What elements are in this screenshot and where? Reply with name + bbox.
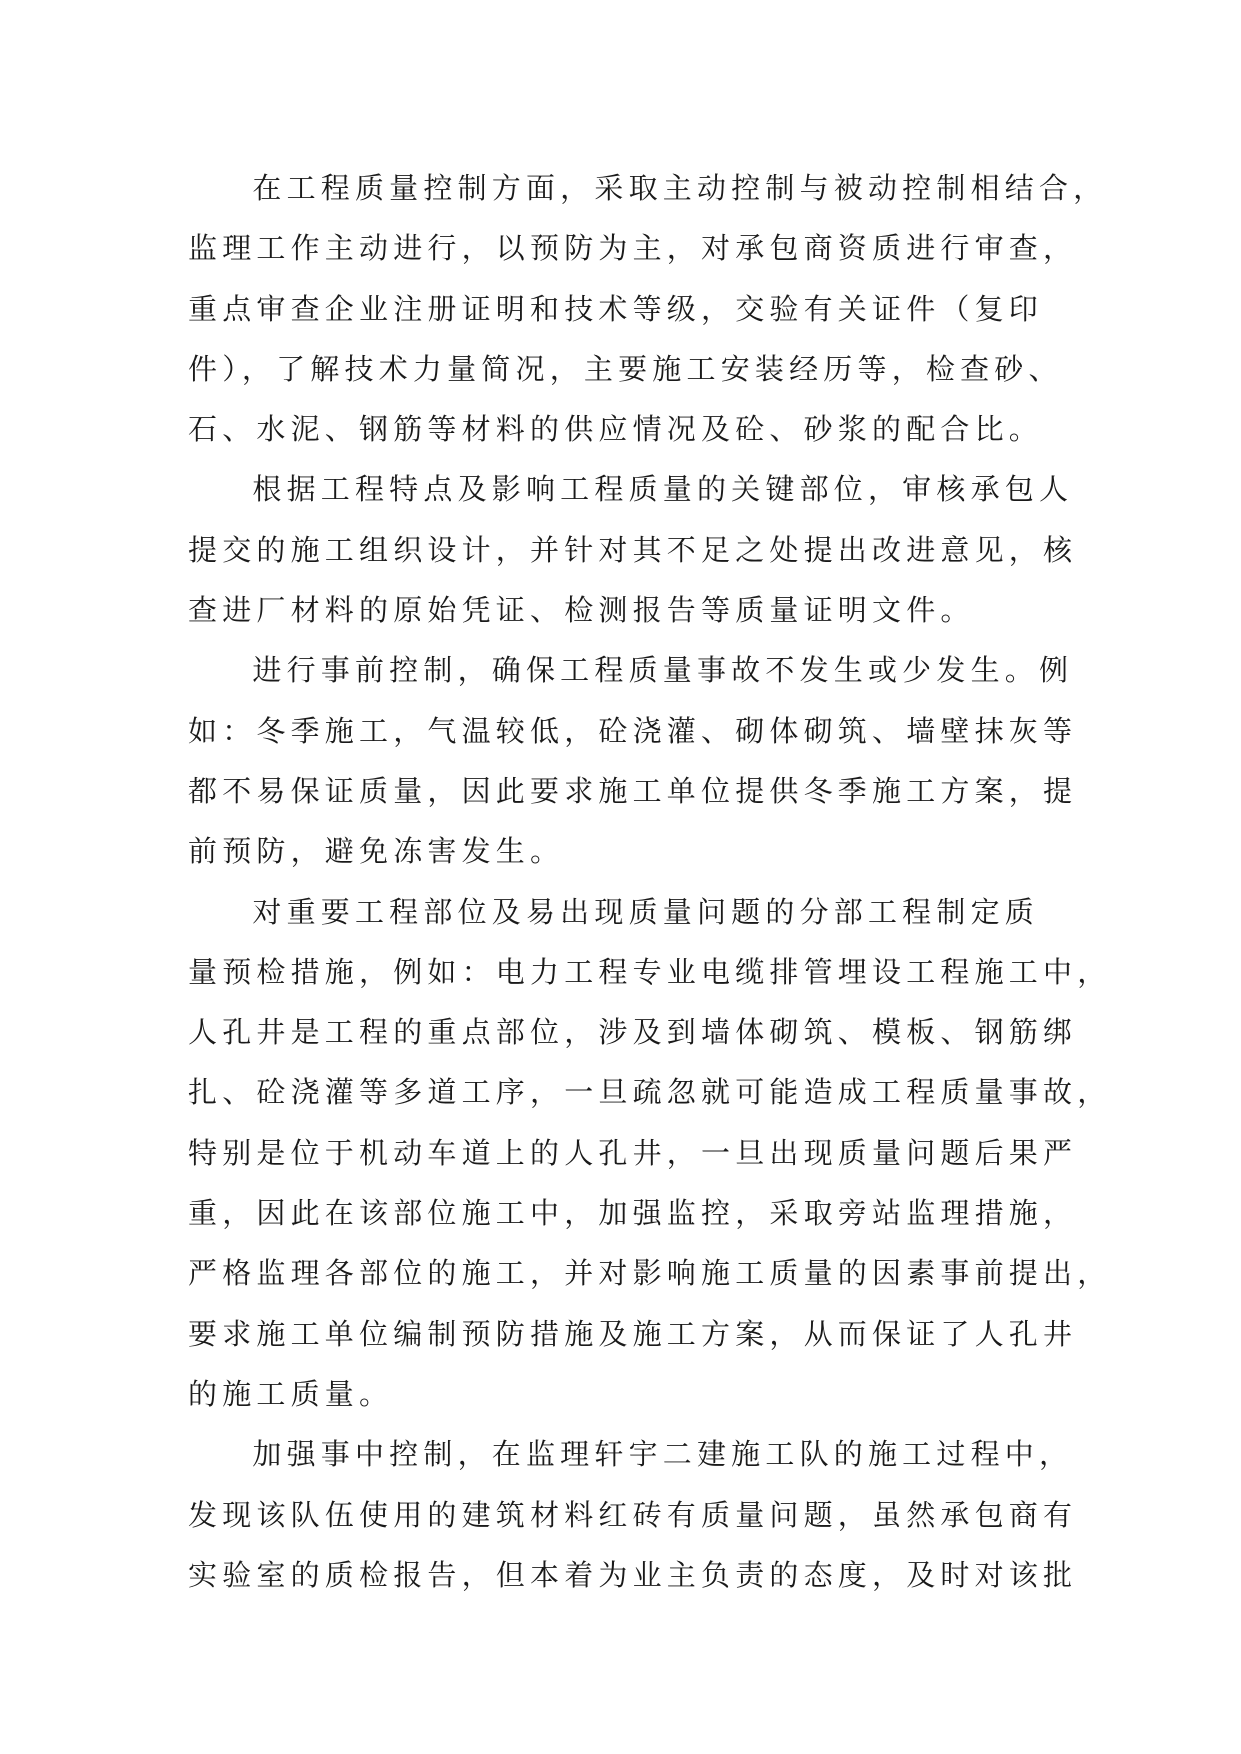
text-line: 监理工作主动进行，以预防为主，对承包商资质进行审查，: [188, 231, 1078, 266]
document-body: [188, 158, 1112, 1605]
text-line: 提交的施工组织设计，并针对其不足之处提出改进意见，核: [188, 532, 1078, 567]
text-line: 发现该队伍使用的建筑材料红砖有质量问题，虽然承包商有: [188, 1497, 1078, 1532]
text-line: 对重要工程部位及易出现质量问题的分部工程制定质: [252, 894, 1039, 929]
paragraph: [188, 158, 1108, 459]
paragraph: [188, 882, 1112, 1425]
text-line: 根据工程特点及影响工程质量的关键部位，审核承包人: [252, 472, 1074, 507]
text-line: 进行事前控制，确保工程质量事故不发生或少发生。例: [252, 653, 1074, 688]
paragraph: [188, 640, 1078, 881]
text-line: 严格监理各部位的施工，并对影响施工质量的因素事前提出，: [188, 1256, 1112, 1291]
text-line: 都不易保证质量，因此要求施工单位提供冬季施工方案，提: [188, 773, 1078, 808]
text-line: 查进厂材料的原始凭证、检测报告等质量证明文件。: [188, 593, 975, 628]
text-line: 特别是位于机动车道上的人孔井，一旦出现质量问题后果严: [188, 1135, 1078, 1170]
text-line: 重，因此在该部位施工中，加强监控，采取旁站监理措施，: [188, 1196, 1078, 1231]
text-line: 重点审查企业注册证明和技术等级，交验有关证件（复印: [188, 291, 1044, 326]
text-line: 如：冬季施工，气温较低，砼浇灌、砌体砌筑、墙壁抹灰等: [188, 713, 1078, 748]
text-line: 在工程质量控制方面，采取主动控制与被动控制相结合，: [252, 171, 1108, 205]
text-line: 加强事中控制，在监理轩宇二建施工队的施工过程中，: [252, 1437, 1074, 1472]
text-line: 要求施工单位编制预防措施及施工方案，从而保证了人孔井: [188, 1316, 1078, 1351]
text-line: 前预防，避免冻害发生。: [188, 834, 565, 869]
text-line: 石、水泥、钢筋等材料的供应情况及砼、砂浆的配合比。: [188, 412, 1044, 447]
text-line: 扎、砼浇灌等多道工序，一旦疏忽就可能造成工程质量事故，: [188, 1075, 1112, 1110]
text-line: 量预检措施，例如：电力工程专业电缆排管埋设工程施工中，: [188, 954, 1112, 989]
text-line: 实验室的质检报告，但本着为业主负责的态度，及时对该批: [188, 1557, 1078, 1592]
paragraph: [188, 459, 1078, 640]
text-line: 的施工质量。: [188, 1376, 394, 1411]
text-line: 人孔井是工程的重点部位，涉及到墙体砌筑、模板、钢筋绑: [188, 1015, 1078, 1050]
paragraph: [188, 1424, 1078, 1605]
text-line: 件），了解技术力量简况，主要施工安装经历等，检查砂、: [188, 351, 1063, 386]
